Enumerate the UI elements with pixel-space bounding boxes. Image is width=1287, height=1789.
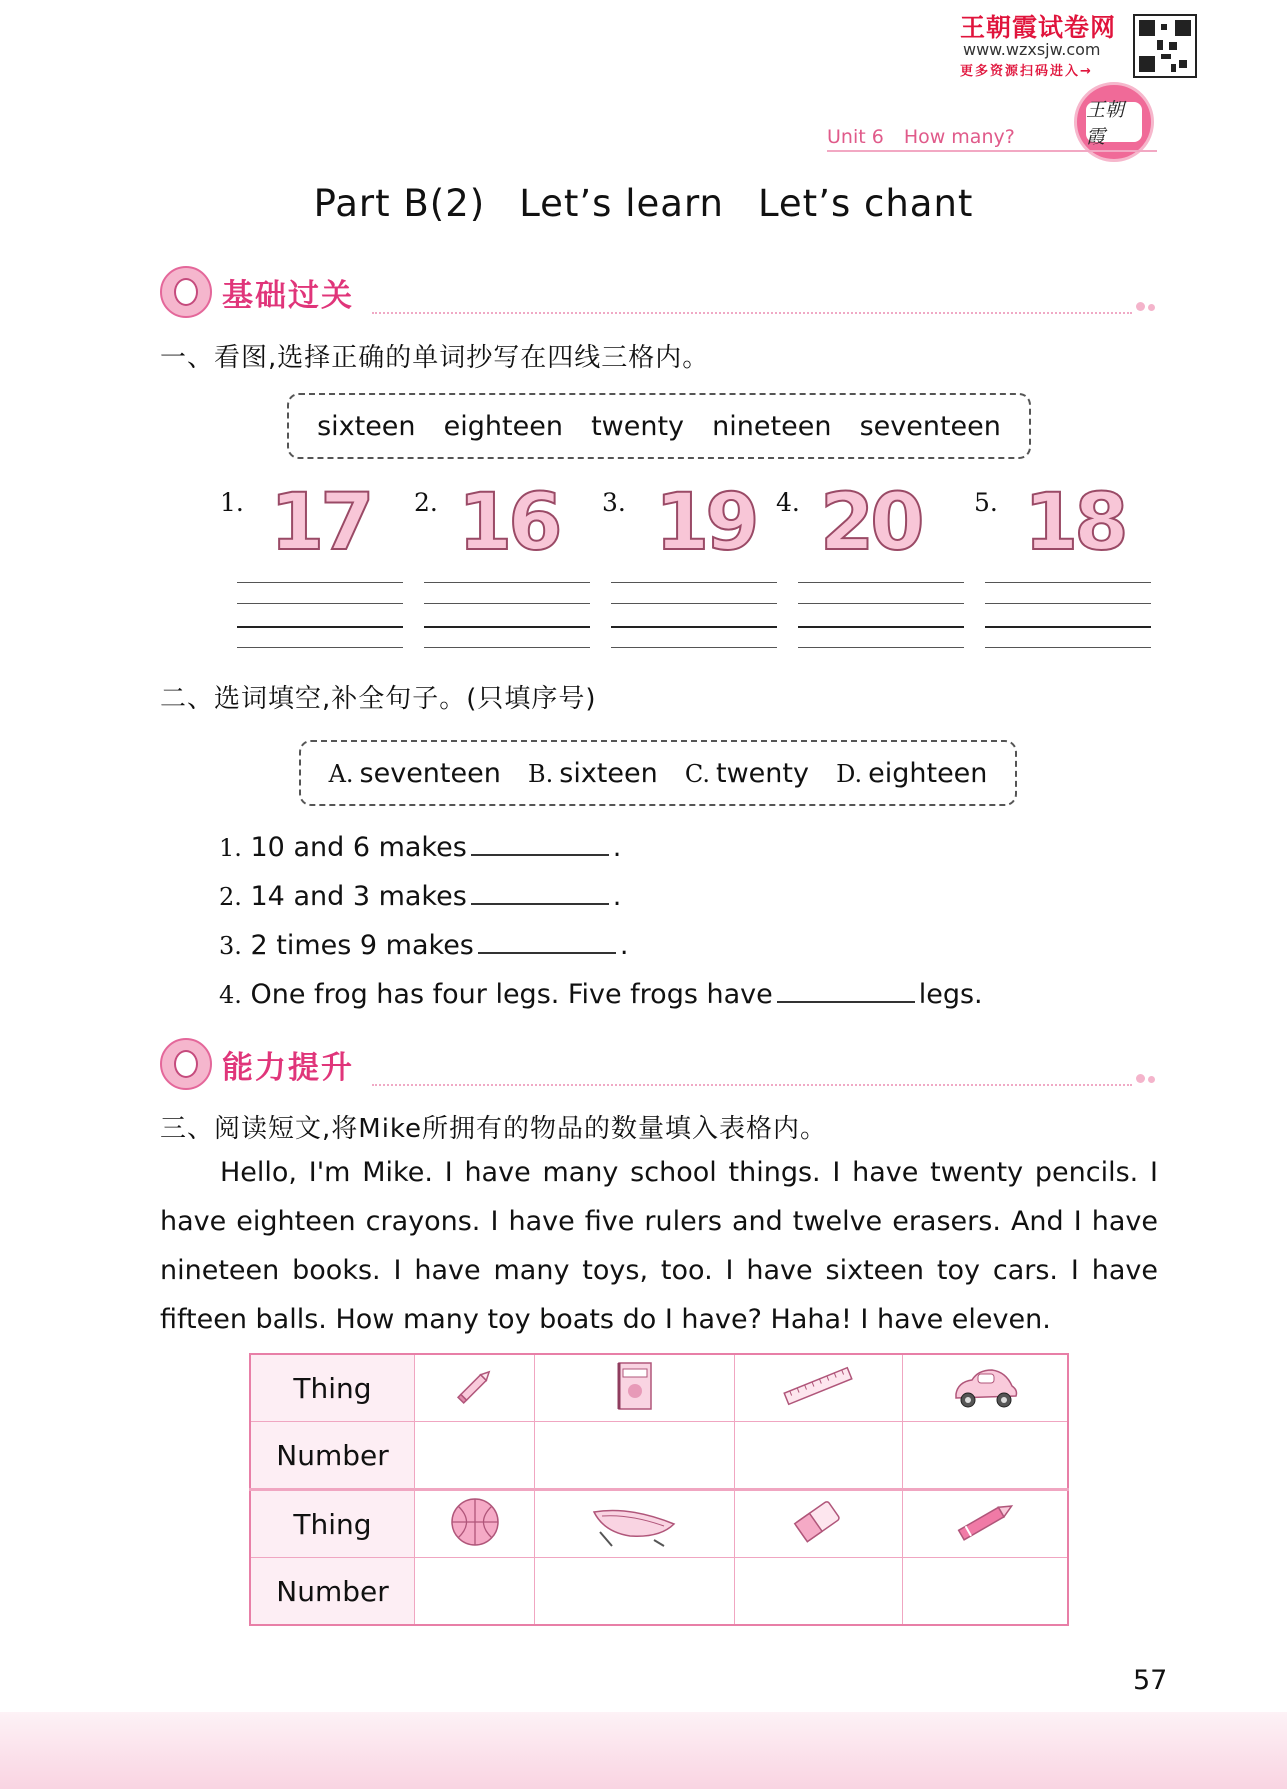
title-part: Part B(2) bbox=[313, 182, 486, 225]
girl-mascot-icon bbox=[160, 266, 212, 318]
word-bank-box bbox=[287, 393, 1031, 459]
boat-icon bbox=[535, 1490, 734, 1558]
question-3-title: 三、阅读短文,将Mike所拥有的物品的数量填入表格内。 bbox=[160, 1114, 828, 1144]
answer-cell[interactable] bbox=[903, 1422, 1068, 1490]
option-d: D. eighteen bbox=[836, 757, 988, 789]
brand-more-text: 更多资源扫码进入→ bbox=[960, 64, 1093, 79]
writing-lines[interactable] bbox=[985, 582, 1151, 648]
answer-blank[interactable] bbox=[777, 977, 915, 1003]
sentence-2: 2. 14 and 3 makes . bbox=[219, 881, 622, 912]
question-1-title: 一、看图,选择正确的单词抄写在四线三格内。 bbox=[160, 343, 710, 373]
unit-title: How many? bbox=[903, 126, 1015, 148]
seal-text: 王朝霞 bbox=[1086, 102, 1142, 142]
item-label: 2. bbox=[414, 488, 438, 517]
option-b: B. sixteen bbox=[527, 757, 658, 789]
title-learn: Let’s learn bbox=[519, 182, 724, 225]
page-number: 57 bbox=[1133, 1665, 1168, 1696]
dots-decoration-icon bbox=[1136, 1074, 1158, 1084]
section-title-basic: 基础过关 bbox=[222, 278, 354, 314]
number-picture: 17 bbox=[270, 478, 371, 568]
word-option: sixteen bbox=[317, 410, 416, 442]
number-picture: 18 bbox=[1024, 478, 1125, 568]
option-c: C. twenty bbox=[684, 757, 809, 789]
section-divider bbox=[372, 312, 1132, 314]
title-chant: Let’s chant bbox=[757, 182, 974, 225]
item-label: 5. bbox=[974, 488, 998, 517]
options-box bbox=[299, 740, 1017, 806]
writing-lines[interactable] bbox=[237, 582, 403, 648]
answer-cell[interactable] bbox=[734, 1558, 903, 1626]
sentence-1: 1. 10 and 6 makes . bbox=[219, 832, 622, 863]
crayon-icon bbox=[903, 1490, 1068, 1558]
unit-header bbox=[827, 126, 1015, 148]
number-picture: 19 bbox=[655, 478, 756, 568]
eraser-icon bbox=[734, 1490, 903, 1558]
answer-blank[interactable] bbox=[478, 928, 616, 954]
item-label: 4. bbox=[776, 488, 800, 517]
sentence-4: 4. One frog has four legs. Five frogs have legs. bbox=[219, 979, 983, 1010]
item-label: 3. bbox=[602, 488, 626, 517]
word-option: seventeen bbox=[859, 410, 1001, 442]
number-header: Number bbox=[250, 1558, 415, 1626]
thing-header: Thing bbox=[250, 1354, 415, 1422]
unit-divider bbox=[827, 150, 1157, 152]
book-icon bbox=[535, 1354, 734, 1422]
reading-passage: Hello, I'm Mike. I have many school things. I have twenty pencils. I have eighteen crayons. I have five rulers and twelve erasers. And I have nineteen books. I have many toys, too. I have sixteen toy cars. I have fifteen balls. How many toy boats do I have? Haha! I have eleven. bbox=[160, 1157, 1158, 1335]
answer-cell[interactable] bbox=[535, 1558, 734, 1626]
question-2-title: 二、选词填空,补全句子。(只填序号) bbox=[160, 684, 597, 714]
page-title bbox=[0, 182, 1287, 225]
unit-number: Unit 6 bbox=[827, 126, 884, 148]
number-picture: 16 bbox=[458, 478, 559, 568]
ball-icon bbox=[415, 1490, 535, 1558]
answer-cell[interactable] bbox=[535, 1422, 734, 1490]
answer-cell[interactable] bbox=[734, 1422, 903, 1490]
number-header: Number bbox=[250, 1422, 415, 1490]
boy-mascot-icon bbox=[160, 1038, 212, 1090]
ruler-icon bbox=[734, 1354, 903, 1422]
sentence-3: 3. 2 times 9 makes . bbox=[219, 930, 629, 961]
word-option: nineteen bbox=[712, 410, 832, 442]
answer-table bbox=[249, 1353, 1069, 1626]
toy-car-icon bbox=[903, 1354, 1068, 1422]
writing-lines[interactable] bbox=[798, 582, 964, 648]
answer-blank[interactable] bbox=[471, 879, 609, 905]
option-a: A. seventeen bbox=[328, 757, 501, 789]
word-option: twenty bbox=[591, 410, 685, 442]
item-label: 1. bbox=[220, 488, 244, 517]
section-title-advanced: 能力提升 bbox=[222, 1050, 354, 1086]
answer-cell[interactable] bbox=[903, 1558, 1068, 1626]
pencil-icon bbox=[415, 1354, 535, 1422]
answer-cell[interactable] bbox=[415, 1422, 535, 1490]
number-picture: 20 bbox=[820, 478, 921, 568]
writing-lines[interactable] bbox=[611, 582, 777, 648]
word-option: eighteen bbox=[443, 410, 563, 442]
thing-header: Thing bbox=[250, 1490, 415, 1558]
dots-decoration-icon bbox=[1136, 302, 1158, 312]
writing-lines[interactable] bbox=[424, 582, 590, 648]
brand-title: 王朝霞试卷网 bbox=[960, 13, 1117, 42]
answer-cell[interactable] bbox=[415, 1558, 535, 1626]
brand-url[interactable]: www.wzxsjw.com bbox=[963, 40, 1101, 59]
answer-blank[interactable] bbox=[471, 830, 609, 856]
bottom-decoration-band bbox=[0, 1712, 1287, 1789]
qr-code-icon[interactable] bbox=[1133, 14, 1197, 78]
section-divider bbox=[372, 1084, 1132, 1086]
